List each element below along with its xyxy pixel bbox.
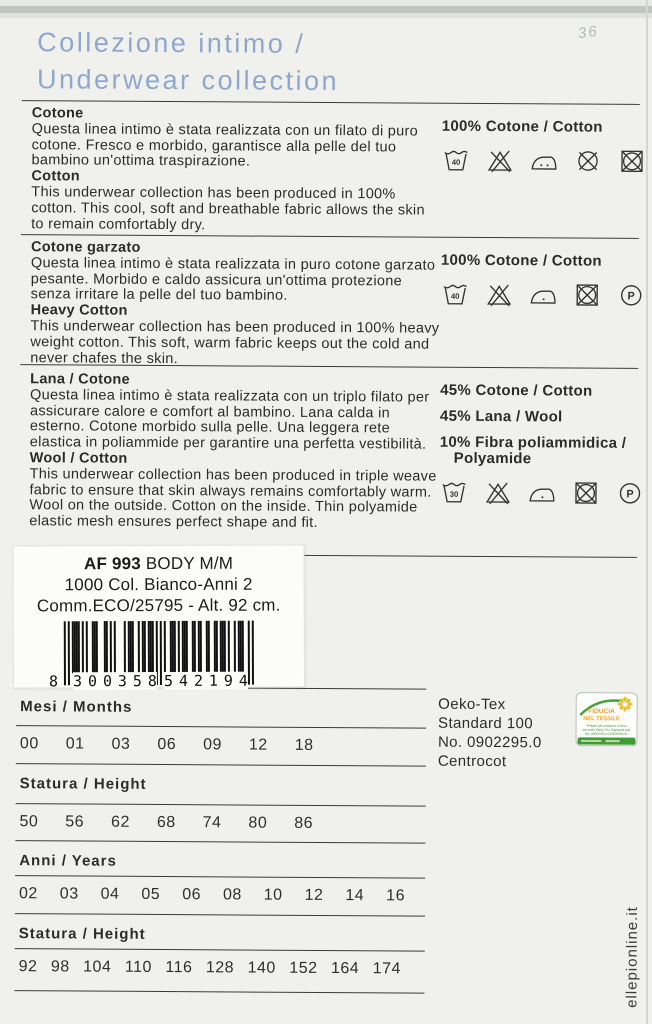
fabric-section-cotton bbox=[31, 106, 442, 235]
size-table-values bbox=[15, 803, 425, 843]
size-value: 128 bbox=[205, 959, 235, 977]
section-heading-it: Cotone garzato bbox=[30, 239, 141, 256]
section-heading-en: Wool / Cotton bbox=[29, 450, 128, 467]
page-title bbox=[37, 24, 340, 100]
size-value: 12 bbox=[304, 886, 324, 904]
page-title-line2: Underwear collection bbox=[36, 64, 340, 97]
size-value: 03 bbox=[59, 885, 79, 903]
size-value: 16 bbox=[386, 887, 406, 905]
dryclean-p-icon bbox=[615, 478, 644, 508]
no-tumble-dry-icon bbox=[573, 280, 602, 310]
size-value: 110 bbox=[124, 958, 152, 976]
section-heading-en: Heavy Cotton bbox=[30, 302, 128, 319]
composition-heavy-cotton bbox=[441, 243, 646, 310]
logo-micro-line3: No. 0902295.0 CENTROCOT bbox=[585, 731, 628, 737]
logo-title-line1: FIDUCIA bbox=[588, 708, 615, 716]
certification-line: Standard 100 bbox=[438, 714, 534, 733]
certification-line: No. 0902295.0 bbox=[437, 733, 542, 752]
certification-line: Oeko-Tex bbox=[438, 695, 506, 714]
size-value: 92 bbox=[18, 958, 38, 976]
section-heading-it: Cotone bbox=[31, 105, 84, 122]
size-table-label bbox=[15, 840, 425, 878]
logo-micro-line1: Testato per sostanze nocive bbox=[586, 723, 627, 728]
product-description: BODY M/M bbox=[140, 553, 234, 574]
divider bbox=[22, 100, 640, 105]
care-symbols-row bbox=[439, 477, 644, 508]
size-table-values bbox=[14, 948, 424, 993]
fabric-section-heavy-cotton bbox=[30, 240, 441, 369]
composition-line: 45% Lana / Wool bbox=[439, 407, 563, 426]
size-value: 18 bbox=[294, 736, 314, 754]
composition-line: 10% Fibra poliammidica / bbox=[439, 433, 627, 452]
page-title-line1: Collezione intimo / bbox=[37, 27, 306, 59]
size-value: 06 bbox=[182, 886, 202, 904]
composition-cotton bbox=[441, 109, 646, 176]
iron-2dot-icon bbox=[529, 145, 558, 175]
size-value: 174 bbox=[372, 960, 401, 978]
product-code-line bbox=[14, 552, 304, 574]
size-table-label bbox=[16, 763, 426, 806]
size-value: 04 bbox=[100, 885, 120, 903]
care-symbols-row bbox=[441, 279, 646, 310]
section-body-it: Questa linea intimo è stata realizzata con un filato di puro cotone. Fresco e morbido, garantisce alla pelle del tuo bambino un'ottima traspirazione. bbox=[31, 120, 419, 170]
website-vertical-text: ellepionline.it bbox=[623, 906, 641, 1008]
no-tumble-dry-icon bbox=[571, 478, 600, 508]
composition-line: 100% Cotone / Cotton bbox=[441, 117, 603, 136]
size-value: 152 bbox=[289, 959, 318, 977]
barcode-digits bbox=[48, 670, 254, 691]
care-symbols-row bbox=[441, 145, 646, 176]
wash-40-icon bbox=[441, 145, 470, 175]
size-value: 140 bbox=[247, 959, 276, 977]
certification-line: Centrocot bbox=[437, 752, 507, 771]
size-value: 05 bbox=[141, 885, 161, 903]
ean13-barcode bbox=[48, 621, 254, 694]
size-table-values bbox=[15, 875, 425, 916]
size-value: 62 bbox=[111, 813, 130, 831]
composition-line: 45% Cotone / Cotton bbox=[440, 381, 593, 400]
product-label-sticker bbox=[12, 544, 304, 691]
section-body-en: This underwear collection has been produced in triple weave fabric to ensure that skin always remains comfortably warm. Wool on the outside. Cotton on the inside. Thin polyamide elastic mesh ensures perfect shape and fit. bbox=[29, 465, 437, 532]
product-comm-line: Comm.ECO/25795 - Alt. 92 cm. bbox=[36, 595, 281, 616]
size-value: 09 bbox=[203, 736, 222, 754]
size-table-label-text: Statura / Height bbox=[19, 775, 147, 793]
oeko-tex-logo bbox=[575, 692, 638, 747]
size-table-label-text: Mesi / Months bbox=[20, 698, 133, 716]
size-value: 56 bbox=[65, 813, 85, 831]
size-value: 00 bbox=[19, 735, 39, 753]
size-value: 80 bbox=[248, 814, 268, 832]
divider bbox=[21, 234, 639, 239]
section-body-it: Questa linea intimo è stata realizzata in puro cotone garzato pesante. Morbido e caldo assicura un'ottima protezione senza irritare la pelle del tuo bambino. bbox=[30, 254, 436, 305]
composition-line: Polyamide bbox=[453, 449, 532, 468]
size-value: 12 bbox=[248, 736, 268, 754]
size-value: 50 bbox=[19, 813, 39, 831]
section-heading-en: Cotton bbox=[31, 168, 80, 185]
no-bleach-icon bbox=[485, 279, 514, 309]
iron-1dot-icon bbox=[529, 279, 558, 309]
size-value: 01 bbox=[65, 735, 85, 753]
no-dryclean-icon bbox=[573, 146, 602, 176]
section-body-en: This underwear collection has been produced in 100% heavy weight cotton. This soft, warm fabric keeps out the cold and never chafes the skin. bbox=[30, 318, 440, 367]
size-value: 116 bbox=[165, 959, 193, 977]
size-value: 03 bbox=[111, 735, 131, 753]
size-table-values bbox=[16, 725, 426, 766]
size-value: 06 bbox=[157, 735, 177, 754]
size-value: 68 bbox=[156, 813, 176, 832]
fabric-section-wool-cotton bbox=[29, 372, 440, 532]
no-bleach-icon bbox=[483, 477, 512, 507]
size-table-label-text: Statura / Height bbox=[18, 925, 146, 943]
size-table-label-text: Anni / Years bbox=[19, 852, 117, 870]
barcode-digit-first: 8 bbox=[48, 672, 59, 691]
section-body-it: Questa linea intimo è stata realizzata con un triplo filato per assicurare calore e comfort al bambino. Lana calda in esterno. Cotone morbido sulla pelle. Una leggera rete elastica in poliammide per garantire una perfetta vestibilità. bbox=[29, 386, 430, 453]
size-value: 14 bbox=[345, 887, 365, 905]
iron-1dot-icon bbox=[527, 477, 556, 507]
section-body-en: This underwear collection has been produced in 100% cotton. This cool, soft and breathable fabric allows the skin to remain comfortably dry. bbox=[31, 184, 425, 233]
certification-text bbox=[438, 695, 542, 772]
size-value: 10 bbox=[263, 886, 283, 904]
no-bleach-icon bbox=[485, 145, 514, 175]
size-value: 08 bbox=[222, 886, 242, 904]
wash-30-icon bbox=[439, 477, 468, 507]
product-color-line: 1000 Col. Bianco-Anni 2 bbox=[64, 574, 253, 595]
product-code: AF 993 bbox=[83, 554, 141, 574]
logo-title-line2: NEL TESSILE bbox=[583, 716, 620, 723]
size-value: 02 bbox=[18, 885, 38, 903]
composition-line: 100% Cotone / Cotton bbox=[440, 251, 602, 270]
composition-wool-cotton bbox=[439, 375, 645, 508]
size-value: 74 bbox=[202, 814, 222, 832]
size-value: 104 bbox=[83, 958, 112, 976]
dryclean-p-icon bbox=[617, 280, 646, 310]
wash-40-icon bbox=[441, 279, 470, 309]
size-chart bbox=[14, 686, 426, 993]
size-value: 86 bbox=[294, 814, 314, 832]
logo-micro-line2: secondo Oeko-Tex Standard 100 bbox=[582, 727, 631, 733]
size-value: 98 bbox=[50, 958, 70, 976]
section-heading-it: Lana / Cotone bbox=[30, 371, 130, 388]
handwritten-mark: 36 bbox=[576, 22, 600, 43]
barcode-digits-left: 3 0 0 3 5 8 bbox=[72, 671, 157, 691]
no-tumble-dry-icon bbox=[617, 146, 646, 176]
size-table-label bbox=[15, 913, 425, 951]
barcode-digits-right: 5 4 2 1 9 4 bbox=[163, 671, 248, 690]
size-value: 164 bbox=[330, 960, 360, 978]
